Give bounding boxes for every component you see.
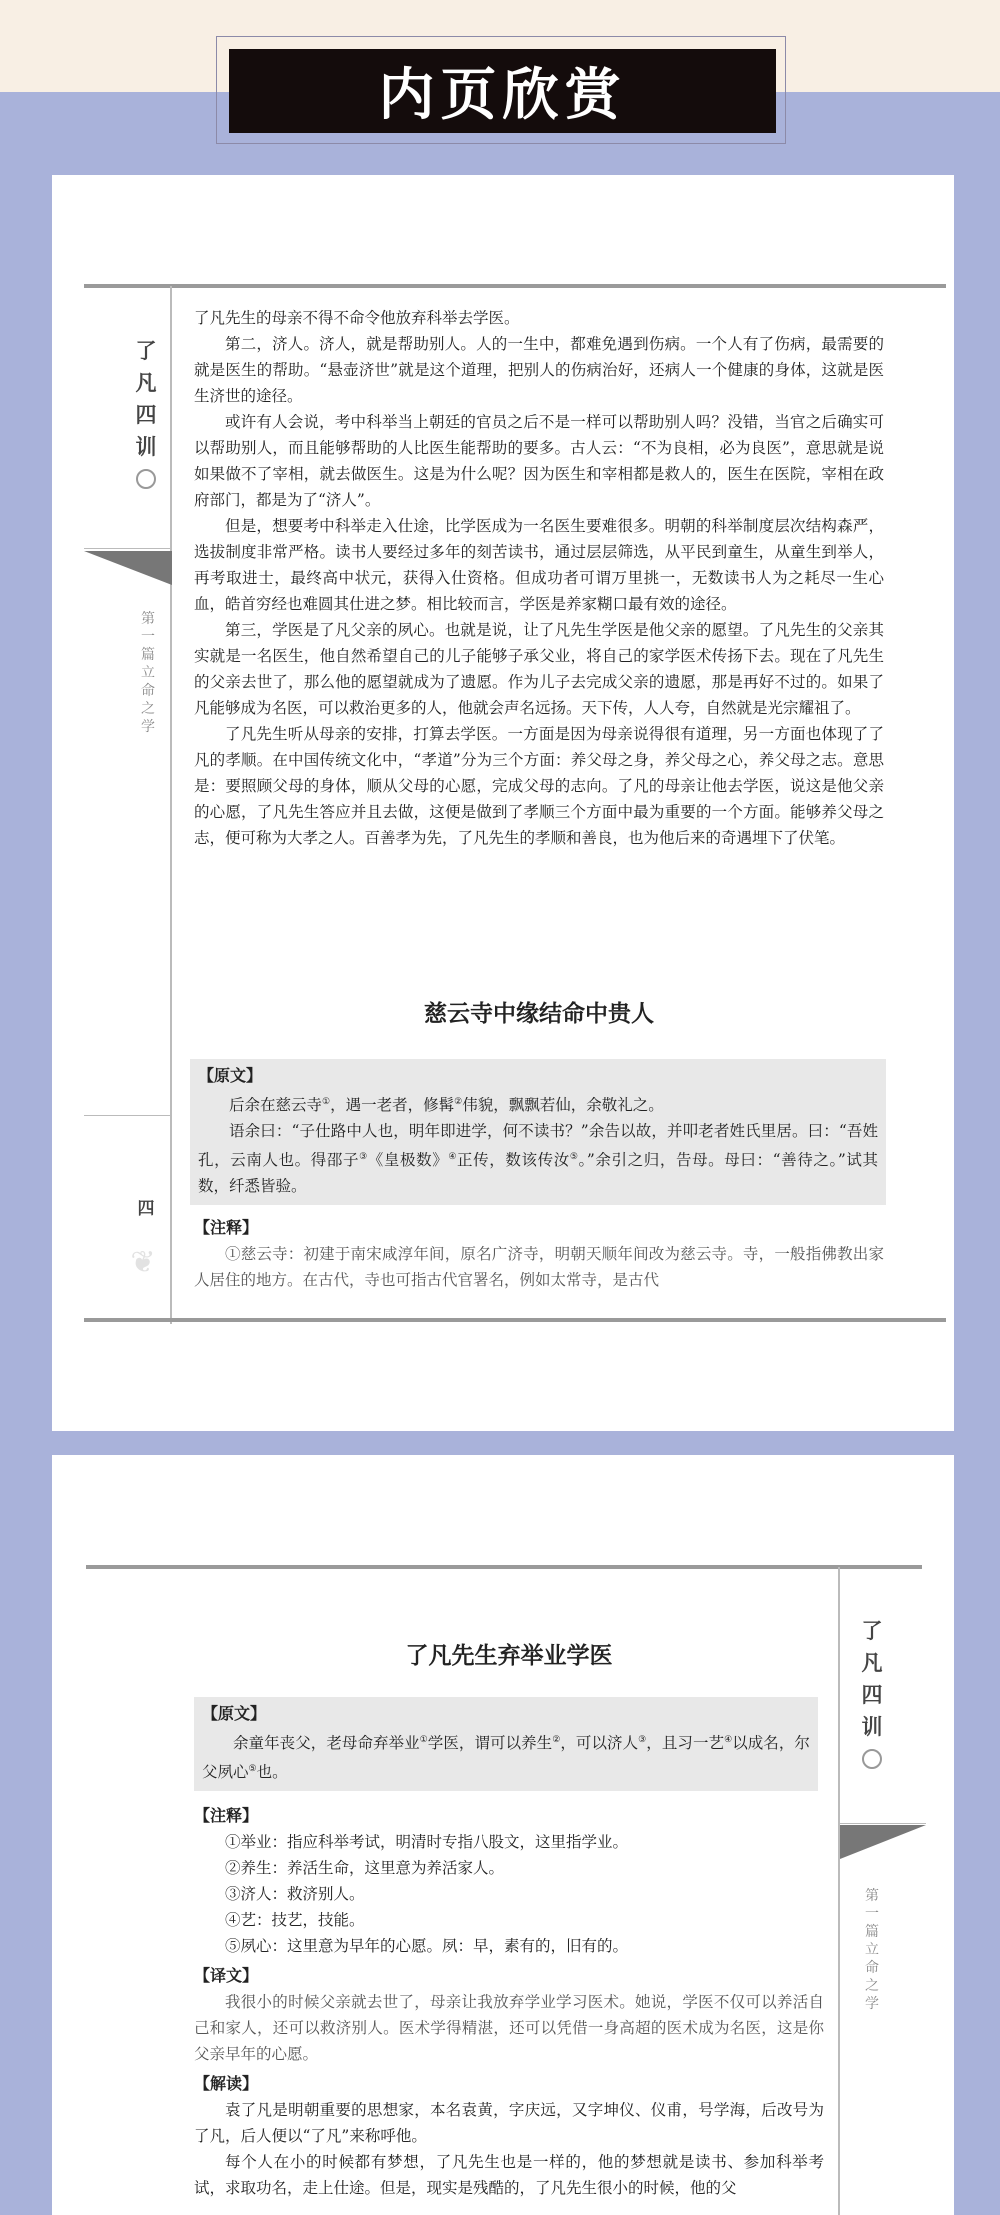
bottom-rule: [84, 1318, 946, 1322]
section-heading: 慈云寺中缘结命中贵人: [424, 1000, 654, 1027]
book-page-2: [52, 1455, 954, 2215]
book-page-1: [52, 175, 954, 1431]
yuanwen-label: 【原文】: [202, 1704, 267, 1723]
yuanwen-line: 余童年丧父，老母命弃举业①学医，谓可以养生②，可以济人③，且习一艺④以成名，尔父夙心⑤也。: [202, 1734, 810, 1782]
section-heading: 了凡先生弃举业学医: [405, 1642, 613, 1669]
yuanwen-line: 语余曰：“子仕路中人也，明年即进学，何不读书？”余告以故，并叩老者姓氏里居。曰：“吾姓孔，云南人也。得邵子③《皇极数》④正传，数该传汝⑤。”余引之归，告母。母曰：“善待之。”试其数，纤悉皆验。: [198, 1122, 878, 1196]
yiwen-label: 【译文】: [194, 1966, 259, 1985]
seal-icon: [862, 1749, 882, 1769]
paragraph: 了凡先生的母亲不得不命令他放弃科举去学医。: [194, 309, 520, 327]
swirl-ornament-icon: ❦: [130, 1245, 156, 1280]
jiedu-label: 【解读】: [194, 2074, 259, 2093]
paragraph: 第二，济人。济人，就是帮助别人。人的一生中，都难免遇到伤病。一个人有了伤病，最需要的就是医生的帮助。“悬壶济世”就是这个道理，把别人的伤病治好，还病人一个健康的身体，这就是医生济世的途径。: [194, 335, 884, 405]
top-rule: [86, 1565, 922, 1569]
note-item: ①举业：指应科举考试，明清时专指八股文，这里指学业。: [225, 1833, 629, 1851]
zhushi-label: 【注释】: [194, 1218, 259, 1237]
seal-icon: [136, 469, 156, 489]
note-item: ④艺：技艺，技能。: [225, 1911, 365, 1929]
side-divider: [84, 1115, 170, 1116]
side-tab-triangle: [840, 1825, 926, 1859]
side-book-title: 了 凡 四 训: [852, 1615, 892, 1769]
margin-divider: [838, 1567, 840, 2215]
yuanwen-box: [194, 1697, 818, 1791]
side-tab-line: [84, 548, 170, 549]
side-tab-triangle: [84, 551, 172, 585]
paragraph: 了凡先生听从母亲的安排，打算去学医。一方面是因为母亲说得很有道理，另一方面也体现了了凡的孝顺。在中国传统文化中，“孝道”分为三个方面：养父母之身，养父母之心，养父母之志。意思是：要照顾父母的身体，顺从父母的心愿，完成父母的志向。了凡的母亲让他去学医，说这是他父亲的心愿，了凡先生答应并且去做，这便是做到了孝顺三个方面中最为重要的一个方面。能够养父母之志，便可称为大孝之人。百善孝为先，了凡先生的孝顺和善良，也为他后来的奇遇埋下了伏笔。: [194, 725, 884, 847]
yuanwen-box: [190, 1059, 886, 1205]
yuanwen-line: 后余在慈云寺①，遇一老者，修髯②伟貌，飘飘若仙，余敬礼之。: [229, 1096, 664, 1115]
side-tab-line: [840, 1823, 926, 1824]
page-number: 四: [137, 1199, 155, 1219]
note-item: ③济人：救济别人。: [225, 1885, 365, 1903]
paragraph: 袁了凡是明朝重要的思想家，本名袁黄，字庆远，又字坤仪、仪甫，号学海，后改号为了凡，后人便以“了凡”来称呼他。: [194, 2101, 824, 2145]
note-item: ①慈云寺：初建于南宋咸淳年间，原名广济寺，明朝天顺年间改为慈云寺。寺，一般指佛教出家人居住的地方。在古代，寺也可指古代官署名，例如太常寺，是古代: [194, 1245, 884, 1289]
yuanwen-label: 【原文】: [198, 1066, 263, 1085]
yiwen-text: 我很小的时候父亲就去世了，母亲让我放弃学业学习医术。她说，学医不仅可以养活自己和家人，还可以救济别人。医术学得精湛，还可以凭借一身高超的医术成为名医，这是你父亲早年的心愿。: [194, 1993, 824, 2063]
zhushi-label: 【注释】: [194, 1806, 259, 1825]
paragraph: 或许有人会说，考中科举当上朝廷的官员之后不是一样可以帮助别人吗？没错，当官之后确实可以帮助别人，而且能够帮助的人比医生能帮助的要多。古人云：“不为良相，必为良医”，意思就是说如果做不了宰相，就去做医生。这是为什么呢？因为医生和宰相都是救人的，医生在医院，宰相在政府部门，都是为了“济人”。: [194, 413, 884, 509]
note-item: ②养生：养活生命，这里意为养活家人。: [225, 1859, 505, 1877]
side-part-label: 第一篇 立命之学: [141, 611, 155, 735]
side-book-title: 了 凡 四 训: [126, 335, 166, 489]
note-item: ⑤夙心：这里意为早年的心愿。夙：早，素有的，旧有的。: [225, 1937, 629, 1955]
banner-title: 内页欣赏: [229, 49, 776, 133]
paragraph: 但是，想要考中科举走入仕途，比学医成为一名医生要难很多。明朝的科举制度层次结构森严，选拔制度非常严格。读书人要经过多年的刻苦读书，通过层层筛选，从平民到童生，从童生到举人，再考取进士，最终高中状元，获得入仕资格。但成功者可谓万里挑一，无数读书人为之耗尽一生心血，皓首穷经也难圆其仕进之梦。相比较而言，学医是养家糊口最有效的途径。: [194, 517, 884, 613]
body-text: [194, 305, 884, 851]
zhushi-section: [194, 1803, 824, 2201]
paragraph: 每个人在小的时候都有梦想，了凡先生也是一样的，他的梦想就是读书、参加科举考试，求取功名，走上仕途。但是，现实是残酷的，了凡先生很小的时候，他的父: [194, 2153, 824, 2197]
side-part-label: 第一篇 立命之学: [865, 1888, 879, 2012]
top-rule: [84, 284, 946, 288]
margin-divider: [170, 286, 172, 1324]
paragraph: 第三，学医是了凡父亲的夙心。也就是说，让了凡先生学医是他父亲的愿望。了凡先生的父亲其实就是一名医生，他自然希望自己的儿子能够子承父业，将自己的家学医术传扬下去。现在了凡先生的父亲去世了，那么他的愿望就成为了遗愿。作为儿子去完成父亲的遗愿，那是再好不过的。如果了凡能够成为名医，可以救治更多的人，他就会声名远扬。天下传，人人夸，自然就是光宗耀祖了。: [194, 621, 884, 717]
zhushi-section: [194, 1215, 884, 1293]
